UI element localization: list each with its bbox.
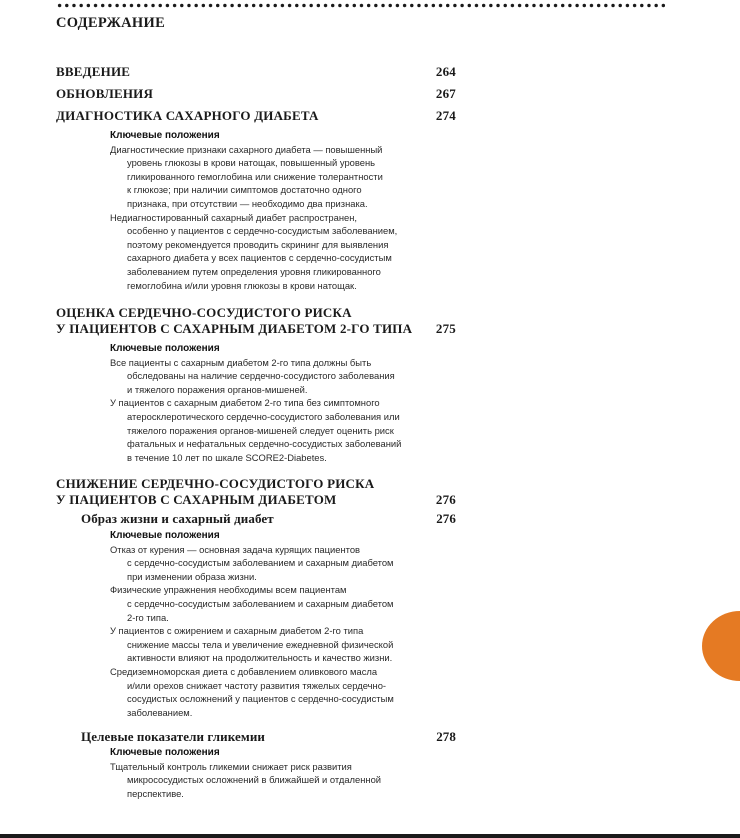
key-point-line: снижение массы тела и увеличение ежедневной физической — [127, 638, 394, 650]
key-points-risk-assessment — [110, 342, 410, 464]
toc-page-number: 276 — [435, 492, 456, 507]
key-point-line: при изменении образа жизни. — [127, 570, 257, 582]
key-point-line: обследованы на наличие сердечно-сосудистого заболевания — [127, 370, 395, 382]
toc-entry-title: ДИАГНОСТИКА САХАРНОГО ДИАБЕТА — [56, 108, 319, 123]
toc-page-number: 276 — [436, 511, 456, 526]
section-color-tab — [702, 611, 740, 681]
toc-subentry-lifestyle[interactable] — [81, 511, 456, 527]
key-points-diagnostics — [110, 129, 410, 292]
key-point-line: атеросклеротического сердечно-сосудистого заболевания или — [127, 410, 400, 422]
toc-entry-title: ОБНОВЛЕНИЯ — [56, 86, 154, 101]
key-points-label: Ключевые положения — [110, 130, 220, 141]
key-point-line: Тщательный контроль гликемии снижает риск развития — [110, 760, 352, 772]
key-point-line: перспективе. — [127, 787, 184, 799]
toc-page-number: 278 — [436, 729, 456, 744]
key-points-label: Ключевые положения — [110, 747, 220, 758]
toc-entry-diagnostics[interactable] — [56, 108, 456, 124]
toc-entry-title-line-2: У ПАЦИЕНТОВ С САХАРНЫМ ДИАБЕТОМ — [56, 492, 337, 507]
bottom-rule — [0, 834, 740, 838]
key-point-line: и/или орехов снижает частоту развития тяжелых сердечно- — [127, 679, 387, 691]
top-dotted-rule — [56, 3, 666, 8]
toc-page-number: 264 — [435, 64, 456, 79]
toc-subentry-glycemic-targets[interactable] — [81, 729, 456, 745]
key-point-line: тяжелого поражения органов-мишеней следует оценить риск — [127, 424, 394, 436]
toc-page-number: 274 — [435, 108, 456, 123]
key-point — [110, 624, 410, 665]
key-point-line: Недиагностированный сахарный диабет распространен, — [110, 211, 358, 223]
key-point-line: активности влияют на продолжительность и качество жизни. — [127, 652, 393, 664]
key-point-line: с сердечно-сосудистым заболеванием и сахарным диабетом — [127, 597, 394, 609]
key-point-line: гемоглобина и/или уровня глюкозы в крови натощак. — [127, 279, 357, 291]
key-point-line: заболеванием путем определения уровня гликированного — [127, 265, 381, 277]
key-point — [110, 760, 410, 801]
key-points-label: Ключевые положения — [110, 530, 220, 541]
toc-entry-title: Целевые показатели гликемии — [81, 729, 265, 744]
key-point-line: гликированного гемоглобина или снижение толерантности — [127, 170, 383, 182]
key-point-line: к глюкозе; при наличии симптомов достаточно одного — [127, 184, 362, 196]
key-point-line: признака, при отсутствии — необходимо два признака. — [127, 197, 368, 209]
toc-entry-title: ВВЕДЕНИЕ — [56, 64, 131, 79]
key-point-line: с сердечно-сосудистым заболеванием и сахарным диабетом — [127, 557, 394, 569]
key-point-line: сосудистых осложнений у пациентов с сердечно-сосудистым — [127, 693, 394, 705]
key-point — [110, 356, 410, 397]
key-point-line: Все пациенты с сахарным диабетом 2-го типа должны быть — [110, 356, 372, 368]
key-point — [110, 543, 410, 584]
toc-page-number: 267 — [435, 86, 456, 101]
key-point-line: Средиземноморская диета с добавлением оливкового масла — [110, 665, 378, 677]
key-point-line: Физические упражнения необходимы всем пациентам — [110, 584, 347, 596]
key-point-line: особенно у пациентов с сердечно-сосудистым заболеванием, — [127, 225, 398, 237]
toc-entry-updates[interactable] — [56, 86, 456, 102]
key-point-line: У пациентов с сахарным диабетом 2-го типа без симптомного — [110, 397, 380, 409]
toc-page-number: 275 — [435, 321, 456, 336]
key-point-line: заболеванием. — [127, 706, 193, 718]
key-points-label: Ключевые положения — [110, 343, 220, 354]
key-point-line: сахарного диабета у всех пациентов с сердечно-сосудистым — [127, 252, 392, 264]
toc-entry-intro[interactable] — [56, 64, 456, 80]
toc-entry-title-line-2: У ПАЦИЕНТОВ С САХАРНЫМ ДИАБЕТОМ 2-ГО ТИПА — [56, 321, 413, 336]
key-point-line: микрососудистых осложнений в ближайшей и отдаленной — [127, 774, 382, 786]
key-point-line: 2-го типа. — [127, 611, 169, 623]
key-point-line: фатальных и нефатальных сердечно-сосудистых заболеваний — [127, 438, 402, 450]
page-title: СОДЕРЖАНИЕ — [56, 15, 166, 31]
toc-entry-risk-assessment[interactable] — [56, 305, 456, 337]
key-point-line: в течение 10 лет по шкале SCORE2-Diabetes. — [127, 451, 327, 463]
key-point-line: Отказ от курения — основная задача курящих пациентов — [110, 543, 361, 555]
toc-entry-title: Образ жизни и сахарный диабет — [81, 511, 274, 526]
key-points-glycemic-targets — [110, 746, 410, 800]
toc-entry-title-line-1: ОЦЕНКА СЕРДЕЧНО-СОСУДИСТОГО РИСКА — [56, 305, 352, 320]
key-point — [110, 211, 410, 293]
key-point — [110, 583, 410, 624]
key-point-line: уровень глюкозы в крови натощак, повышенный уровень — [127, 157, 376, 169]
key-point-line: Диагностические признаки сахарного диабета — повышенный — [110, 143, 383, 155]
key-points-lifestyle — [110, 529, 410, 719]
key-point — [110, 143, 410, 211]
key-point-line: У пациентов с ожирением и сахарным диабетом 2-го типа — [110, 625, 364, 637]
key-point — [110, 396, 410, 464]
key-point — [110, 665, 410, 719]
toc-entry-title-line-1: СНИЖЕНИЕ СЕРДЕЧНО-СОСУДИСТОГО РИСКА — [56, 476, 375, 491]
key-point-line: поэтому рекомендуется проводить скрининг для выявления — [127, 238, 389, 250]
key-point-line: и тяжелого поражения органов-мишеней. — [127, 383, 308, 395]
toc-entry-risk-reduction[interactable] — [56, 476, 456, 508]
